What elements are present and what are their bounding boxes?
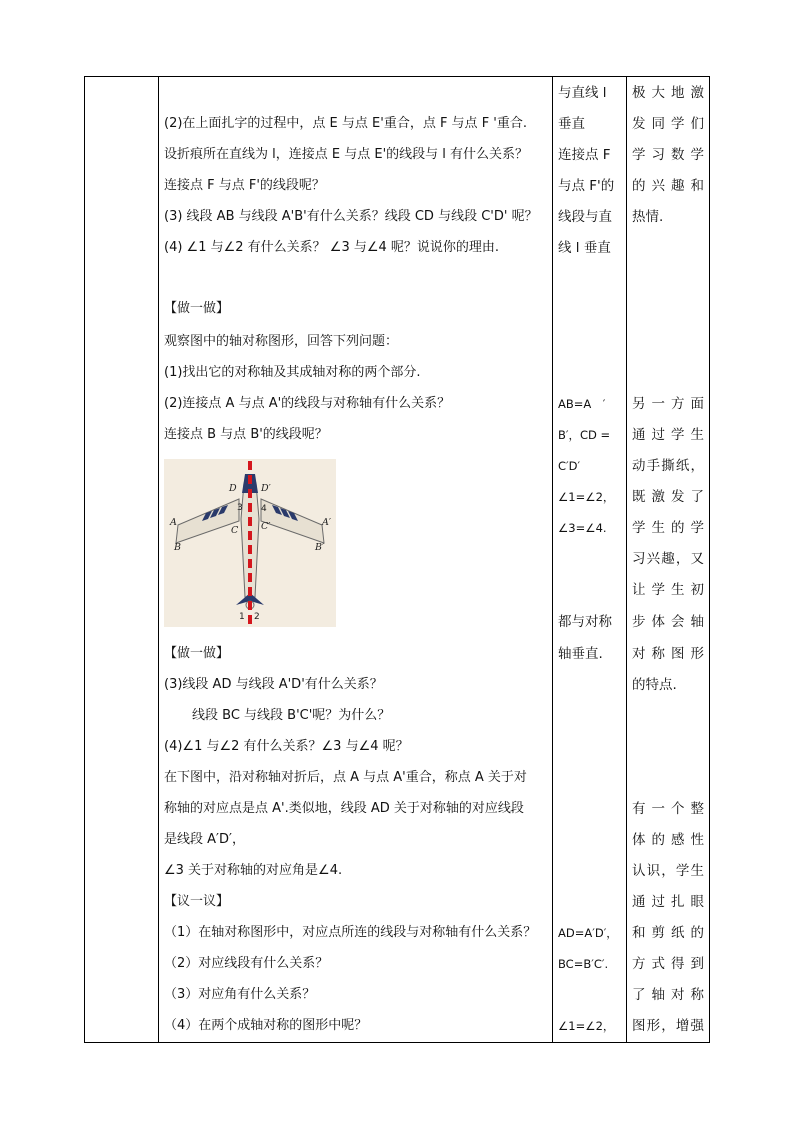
note-line: 了轴对称 [632,987,704,1003]
answer-line: 与直线 l [558,85,607,101]
explanation-line-2: 称轴的对应点是点 A'.类似地，线段 AD 关于对称轴的对应线段 [164,801,524,816]
note-line: 有一个整 [632,801,704,817]
answer-line: AB=A ′ [558,397,606,411]
note-line: 既激发了 [632,489,704,505]
explanation-line-1: 在下图中，沿对称轴对折后，点 A 与点 A'重合，称点 A 关于对 [164,770,527,785]
task-2-line-2: 连接点 B 与点 B'的线段呢？ [164,427,328,442]
task-4: (4)∠1 与∠2 有什么关系？∠3 与∠4 呢？ [164,739,409,754]
note-line: 和剪纸的 [632,925,704,941]
answer-line: ∠1=∠2， [558,490,615,504]
note-line: 通过扎眼 [632,894,704,910]
note-line: 让学生初 [632,582,704,598]
question-3: (3) 线段 AB 与线段 A'B'有什么关系？线段 CD 与线段 C'D' 呢？ [164,209,538,224]
label-A-prime: A′ [322,517,332,528]
note-line: 动手撕纸， [632,458,704,474]
section-heading-zuoyizuo-2: 【做一做】 [164,646,230,661]
answer-line: 与点 F'的 [558,178,615,194]
answer-line: 都与对称 [558,614,612,630]
label-angle-3: 3 [237,503,243,513]
label-D: D [229,483,237,494]
discuss-3: （3）对应角有什么关系？ [164,987,316,1002]
label-angle-4: 4 [261,504,267,514]
label-D-prime: D′ [261,483,271,494]
note-line: 学习数学 [632,147,704,163]
column-divider-3 [626,77,627,1042]
discuss-1: （1）在轴对称图形中，对应点所连的线段与对称轴有什么关系？ [164,925,537,940]
discuss-4: （4）在两个成轴对称的图形中呢？ [164,1018,368,1033]
label-angle-2: 2 [254,612,260,622]
note-line: 的特点. [632,677,677,693]
note-line: 热情. [632,209,664,225]
column-divider-2 [552,77,553,1042]
discuss-2: （2）对应线段有什么关系？ [164,956,329,971]
note-line: 另一方面 [632,396,704,412]
answer-line: BC=B′C′. [558,957,609,971]
answer-line: ∠3=∠4. [558,521,607,535]
note-line: 习兴趣，又 [632,551,704,567]
answer-line: C′D′ [558,459,581,473]
question-2-line-1: (2)在上面扎字的过程中，点 E 与点 E'重合，点 F 与点 F '重合. [164,116,528,131]
task-3-line-1: (3)线段 AD 与线段 A'D'有什么关系？ [164,677,383,692]
note-line: 对称图形 [632,646,704,662]
answer-line: B′，CD = [558,428,611,442]
label-angle-1: 1 [239,612,245,622]
label-B: B [174,542,181,553]
answer-line: ∠1=∠2， [558,1019,615,1033]
note-line: 方式得到 [632,956,704,972]
task-3-line-2: 线段 BC 与线段 B'C'呢？为什么？ [192,708,391,723]
task-1: (1)找出它的对称轴及其成轴对称的两个部分. [164,365,421,380]
label-A: A [170,517,177,528]
question-4: (4) ∠1 与∠2 有什么关系？ ∠3 与∠4 呢？说说你的理由. [164,240,500,255]
note-line: 认识，学生 [632,863,704,879]
note-line: 图形，增强 [632,1018,704,1034]
answer-line: 垂直 [558,116,585,132]
explanation-line-3: 是线段 A′D′， [164,832,245,847]
answer-line: 连接点 F [558,147,611,163]
column-divider-1 [158,77,159,1042]
note-line: 步体会轴 [632,614,704,630]
section-heading-zuoyizuo-1: 【做一做】 [164,301,230,316]
answer-line: 线 l 垂直 [558,240,611,256]
answer-line: 线段与直 [558,209,612,225]
question-2-line-3: 连接点 F 与点 F'的线段呢？ [164,178,325,193]
label-B-prime: B′ [315,542,325,553]
section-heading-yiyiyi: 【议一议】 [164,894,230,909]
label-C: C [231,525,239,536]
note-line: 通过学生 [632,427,704,443]
observe-instruction: 观察图中的轴对称图形，回答下列问题： [164,334,399,349]
task-2-line-1: (2)连接点 A 与点 A'的线段与对称轴有什么关系？ [164,396,451,411]
question-2-line-2: 设折痕所在直线为 l，连接点 E 与点 E'的线段与 l 有什么关系？ [164,147,529,162]
airplane-symmetry-figure [164,459,336,627]
label-C-prime: C′ [261,521,271,532]
answer-line: 轴垂直. [558,646,603,662]
note-line: 的兴趣和 [632,178,704,194]
note-line: 学生的学 [632,520,704,536]
note-line: 体的感性 [632,832,704,848]
note-line: 发同学们 [632,116,704,132]
explanation-line-4: ∠3 关于对称轴的对应角是∠4. [164,863,343,878]
note-line: 极大地激 [632,85,704,101]
answer-line: AD=A′D′， [558,926,618,940]
